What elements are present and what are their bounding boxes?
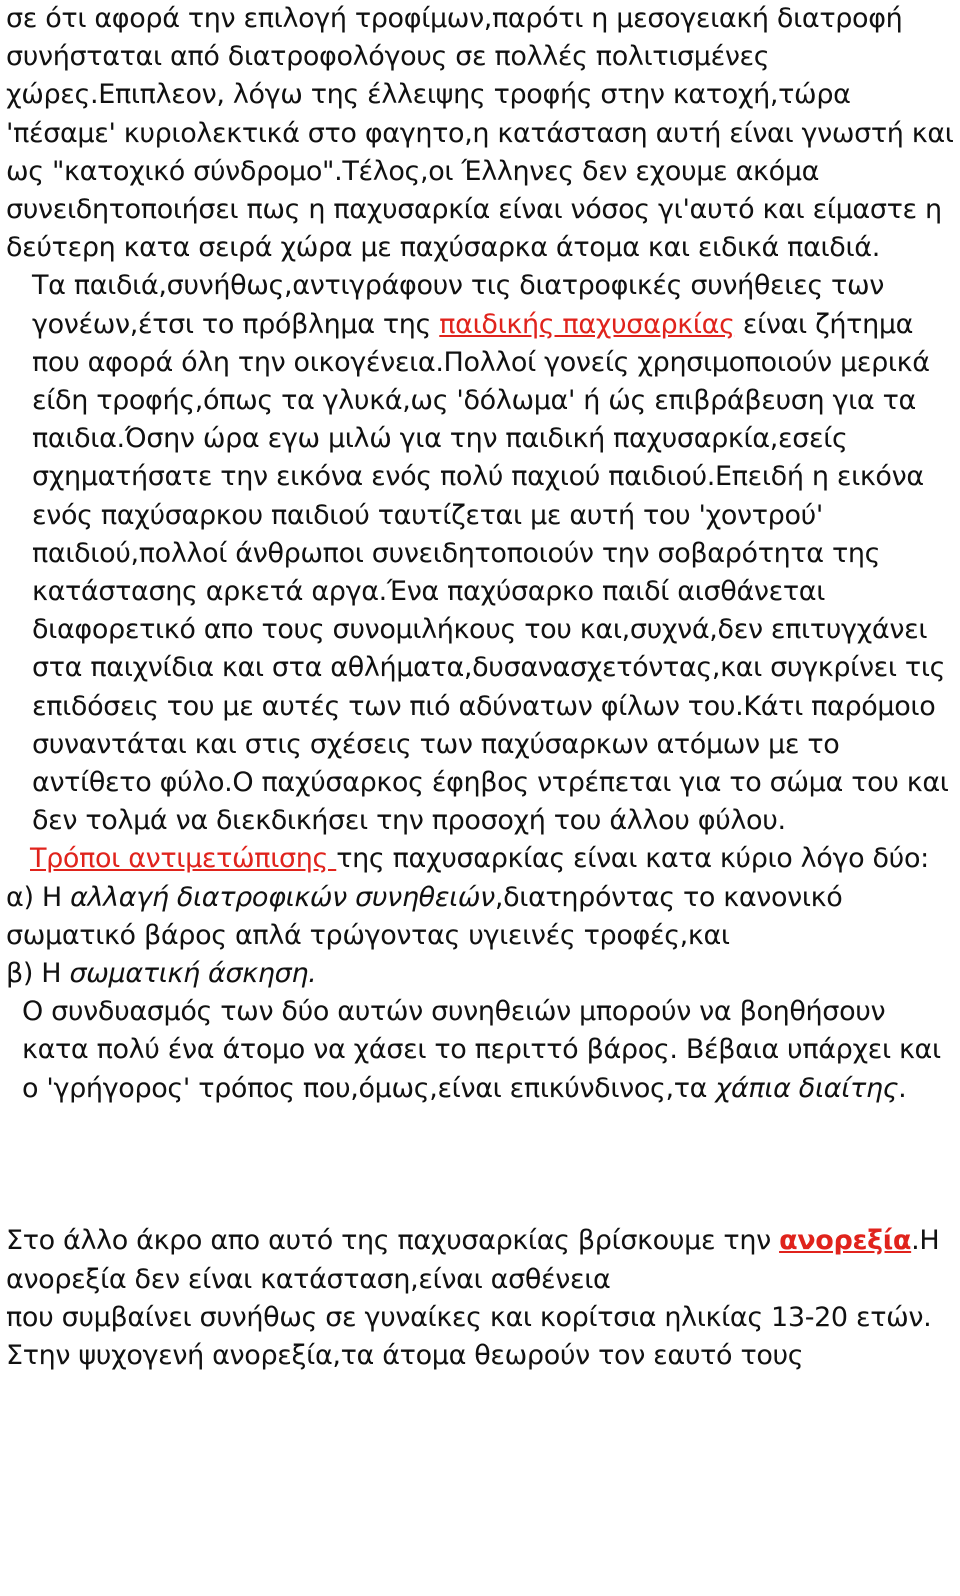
childhood-obesity-link[interactable]: παιδικής παχυσαρκίας [439,308,735,340]
paragraph-anorexia-intro: Στο άλλο άκρο απο αυτό της παχυσαρκίας βρίσκουμε την [6,1225,780,1257]
option-a-rest: ,διατηρόντας το κανονικό σωματικό βάρος απλά τρώγοντας υγιεινές τροφές,και [6,881,843,951]
paragraph-treatment-text: της παχυσαρκίας είναι κατα κύριο λόγο δύο: [336,843,929,875]
option-a-emphasis: αλλαγή διατροφικών συνηθειών [70,881,495,913]
treatment-methods-link[interactable]: Τρόποι αντιμετώπισης [30,843,337,875]
option-b-prefix: β) Η [6,958,70,990]
article-body [6,0,956,1375]
paragraph-anorexia-definition: .Η ανορεξία δεν είναι κατάσταση,είναι ασθένεια [6,1225,940,1295]
paragraph-anorexia [6,1222,956,1337]
paragraph-childhood-obesity-intro: Τα παιδιά,συνήθως,αντιγράφουν τις διατροφικές συνήθειες των γονέων,έτσι το πρόβλημα της [32,270,884,340]
paragraph-combination-end: . [898,1072,907,1104]
option-a-prefix: α) Η [6,881,71,913]
diet-pills-emphasis: χάπια διαίτης [715,1072,899,1104]
anorexia-link[interactable]: ανορεξία [779,1225,912,1257]
option-b-emphasis: σωματική άσκηση. [69,958,317,990]
paragraph-childhood-obesity [6,267,956,840]
option-b-exercise [6,955,956,993]
paragraph-treatment [6,840,956,878]
paragraph-combination [6,993,956,1108]
paragraph-combination-text: Ο συνδυασμός των δύο αυτών συνηθειών μπορούν να βοηθήσουν κατα πολύ ένα άτομο να χάσει το περιττό βάρος. Βέβαια υπάρχει και ο 'γρήγορος' τρόπος που,όμως,είναι επικύνδινος,τα [22,996,941,1104]
option-a-diet [6,879,956,955]
paragraph-anorexia-age: που συμβαίνει συνήθως σε γυναίκες και κορίτσια ηλικίας 13-20 ετών. [6,1301,932,1333]
paragraph-nutrition-history: σε ότι αφορά την επιλογή τροφίμων,παρότι η μεσογειακή διατροφή συνήσταται από διατροφολόγους σε πολλές πολιτισμένες χώρες.Επιπλεον, λόγω της έλλειψης τροφής στην κατοχή,τώρα 'πέσαμε' κυριολεκτικά στο φαγητο,η κατάσταση αυτή είναι γνωστή και ως "κατοχικό σύνδρομο".Τέλος,οι Έλληνες δεν εχουμε ακόμα συνειδητοποιήσει πως η παχυσαρκία είναι νόσος γι'αυτό και είμαστε η δεύτερη κατα σειρά χώρα με παχύσαρκα άτομα και ειδικά παιδιά. [6,3,954,264]
paragraph-childhood-obesity-body: είναι ζήτημα που αφορά όλη την οικογένεια.Πολλοί γονείς χρησιμοποιούν μερικά είδη τροφής,όπως τα γλυκά,ως 'δόλωμα' ή ώς επιβράβευση για τα παιδια.Όσην ώρα εγω μιλώ για την παιδική παχυσαρκία,εσείς σχηματήσατε την εικόνα ενός πολύ παχιού παιδιού.Επειδή η εικόνα ενός παχύσαρκου παιδιού ταυτίζεται με αυτή του 'χοντρού' παιδιού,πολλοί άνθρωποι συνειδητοποιούν την σοβαρότητα της κατάστασης αρκετά αργα.Ένα παχύσαρκο παιδί αισθάνεται διαφορετικό απο τους συνομιλήκους του και,συχνά,δεν επιτυγχάνει στα παιχνίδια και στα αθλήματα,δυσανασχετόντας,και συγκρίνει τις επιδόσεις του με αυτές των πιό αδύνατων φίλων του.Κάτι παρόμοιο συναντάται και στις σχέσεις των παχύσαρκων ατόμων με το αντίθετο φύλο.Ο παχύσαρκος έφηβος ντρέπεται για το σώμα του και δεν τολμά να διεκδικήσει την προσοχή του άλλου φύλου. [32,308,949,837]
blank-spacer [6,1108,956,1223]
paragraph-psychogenic-anorexia: Στην ψυχογενή ανορεξία,τα άτομα θεωρούν τον εαυτό τους [6,1340,804,1372]
